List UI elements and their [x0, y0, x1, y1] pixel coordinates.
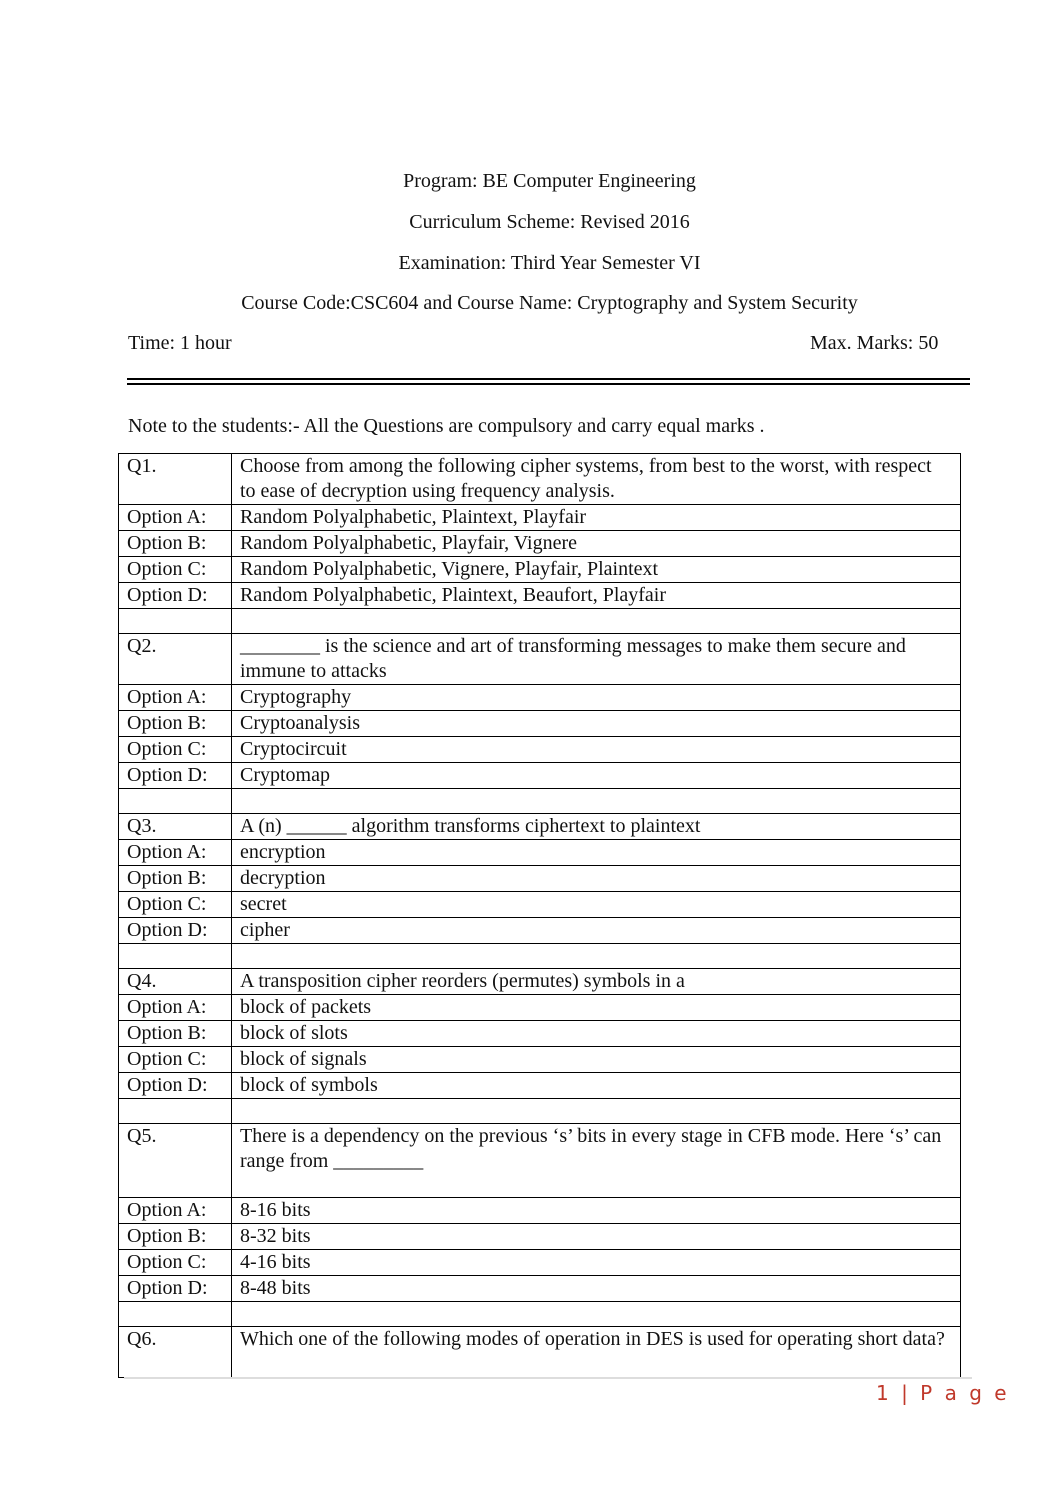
max-marks: Max. Marks: 50	[810, 332, 939, 354]
option-row	[119, 1224, 961, 1250]
spacer-row	[119, 1099, 961, 1124]
option-row	[119, 1250, 961, 1276]
question-text: Choose from among the following cipher systems, from best to the worst, with respect to ease of decryption using frequency analysis.	[232, 454, 961, 505]
option-text: Random Polyalphabetic, Plaintext, Playfair	[232, 505, 961, 531]
question-text: There is a dependency on the previous ‘s’ bits in every stage in CFB mode. Here ‘s’ can range from _________	[232, 1124, 961, 1198]
option-label: Option A:	[119, 995, 232, 1021]
option-row	[119, 531, 961, 557]
option-text: Cryptomap	[232, 763, 961, 789]
question-number: Q6.	[119, 1327, 232, 1378]
option-row	[119, 583, 961, 609]
option-row	[119, 866, 961, 892]
option-text: block of symbols	[232, 1073, 961, 1099]
option-row	[119, 763, 961, 789]
option-text: 8-16 bits	[232, 1198, 961, 1224]
option-row	[119, 1047, 961, 1073]
option-text: 8-48 bits	[232, 1276, 961, 1302]
option-row	[119, 1198, 961, 1224]
option-label: Option B:	[119, 711, 232, 737]
question-text: ________ is the science and art of transforming messages to make them secure and immune to attacks	[232, 634, 961, 685]
option-label: Option D:	[119, 583, 232, 609]
spacer-row	[119, 1302, 961, 1327]
option-label: Option B:	[119, 1021, 232, 1047]
program-line: Program: BE Computer Engineering	[403, 170, 696, 192]
option-label: Option A:	[119, 840, 232, 866]
question-row	[119, 814, 961, 840]
examination-line: Examination: Third Year Semester VI	[398, 252, 701, 274]
option-label: Option C:	[119, 892, 232, 918]
header-divider	[127, 378, 970, 385]
option-text: Cryptocircuit	[232, 737, 961, 763]
option-text: Random Polyalphabetic, Plaintext, Beaufort, Playfair	[232, 583, 961, 609]
question-row	[119, 969, 961, 995]
option-label: Option C:	[119, 737, 232, 763]
question-text: A transposition cipher reorders (permutes) symbols in a	[232, 969, 961, 995]
spacer-row	[119, 944, 961, 969]
option-label: Option A:	[119, 685, 232, 711]
question-number: Q3.	[119, 814, 232, 840]
option-text: 4-16 bits	[232, 1250, 961, 1276]
option-text: cipher	[232, 918, 961, 944]
spacer-row	[119, 789, 961, 814]
course-line: Course Code:CSC604 and Course Name: Cryptography and System Security	[241, 292, 858, 314]
option-text: 8-32 bits	[232, 1224, 961, 1250]
question-number: Q1.	[119, 454, 232, 505]
scheme-line: Curriculum Scheme: Revised 2016	[409, 211, 690, 233]
option-text: decryption	[232, 866, 961, 892]
student-note: Note to the students:- All the Questions are compulsory and carry equal marks .	[128, 415, 765, 437]
option-row	[119, 840, 961, 866]
option-label: Option B:	[119, 531, 232, 557]
option-row	[119, 1073, 961, 1099]
question-row	[119, 454, 961, 505]
option-text: block of slots	[232, 1021, 961, 1047]
question-text: Which one of the following modes of operation in DES is used for operating short data?	[232, 1327, 961, 1378]
option-label: Option C:	[119, 1250, 232, 1276]
footer-divider	[124, 1377, 972, 1379]
option-label: Option D:	[119, 1276, 232, 1302]
exam-time: Time: 1 hour	[128, 332, 232, 354]
option-label: Option A:	[119, 505, 232, 531]
option-label: Option C:	[119, 1047, 232, 1073]
option-row	[119, 505, 961, 531]
page-number: 1 | P a g e	[876, 1381, 1010, 1405]
spacer-row	[119, 609, 961, 634]
option-label: Option B:	[119, 1224, 232, 1250]
option-row	[119, 1276, 961, 1302]
option-text: secret	[232, 892, 961, 918]
option-row	[119, 685, 961, 711]
question-table	[118, 453, 961, 1378]
question-number: Q4.	[119, 969, 232, 995]
option-row	[119, 557, 961, 583]
option-row	[119, 918, 961, 944]
option-row	[119, 892, 961, 918]
question-number: Q5.	[119, 1124, 232, 1198]
question-row	[119, 634, 961, 685]
question-row	[119, 1327, 961, 1378]
question-number: Q2.	[119, 634, 232, 685]
option-text: block of packets	[232, 995, 961, 1021]
option-row	[119, 737, 961, 763]
option-label: Option C:	[119, 557, 232, 583]
option-row	[119, 1021, 961, 1047]
question-text: A (n) ______ algorithm transforms ciphertext to plaintext	[232, 814, 961, 840]
option-label: Option D:	[119, 1073, 232, 1099]
option-text: block of signals	[232, 1047, 961, 1073]
option-text: encryption	[232, 840, 961, 866]
option-label: Option D:	[119, 763, 232, 789]
option-label: Option D:	[119, 918, 232, 944]
option-text: Cryptography	[232, 685, 961, 711]
option-row	[119, 995, 961, 1021]
option-row	[119, 711, 961, 737]
option-text: Random Polyalphabetic, Vignere, Playfair, Plaintext	[232, 557, 961, 583]
option-label: Option B:	[119, 866, 232, 892]
option-label: Option A:	[119, 1198, 232, 1224]
option-text: Cryptoanalysis	[232, 711, 961, 737]
option-text: Random Polyalphabetic, Playfair, Vignere	[232, 531, 961, 557]
question-row	[119, 1124, 961, 1198]
